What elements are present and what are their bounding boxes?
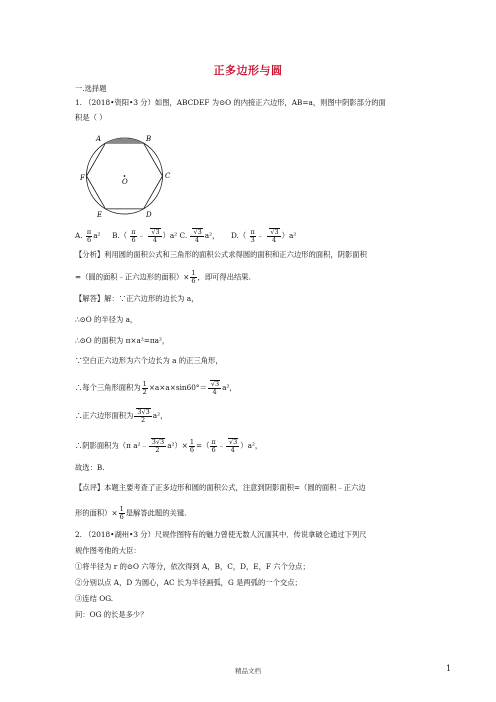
q2-question: 问：OG 的长是多少？	[75, 610, 148, 619]
label-B: B	[146, 135, 152, 143]
footer-label: 精品文档	[235, 667, 261, 675]
solution-line4: ∵空白正六边形为六个边长为 a 的正三角形，	[75, 356, 223, 365]
solution-line5: ∴每个三角形面积为 $\frac{1}{2}$ ×a×a×sin60°＝ $\frac{√3}{4}$ a²，	[75, 379, 237, 396]
option-c[interactable]: C.	[179, 231, 188, 240]
solution-line2: ∴⊙O 的半径为 a，	[75, 315, 138, 324]
q2-step3: ③连结 OG.	[75, 594, 114, 603]
page-title: 正多边形与圆	[213, 64, 283, 77]
solution-line6: ∴正六边形面积为 $\frac{3√3}{2}$ a²，	[75, 408, 168, 424]
q2-step1: ①将半径为 r 的⊙O 六等分，依次得到 A，B，C，D，E，F 六个分点；	[75, 562, 310, 571]
label-A: A	[96, 135, 102, 143]
comment-line1: 【点评】本题主要考查了正多边形和圆的面积公式，注意到阴影面积=（圆的面积﹣正六边	[75, 483, 366, 492]
q2-stem-line1: 2. （2018•湖州•3 分）尺规作图特有的魅力曾使无数人沉湎其中．传说拿破仑通过下列尺	[75, 530, 367, 539]
section-heading: 一.选择题	[75, 84, 107, 93]
solution-line7: ∴阴影面积为（π a²﹣ $\frac{3√3}{2}$ a²）× $\frac{1}{6}$ =（ $\frac{\pi}{6}$ ﹣ $\frac{√3}{4}$ ）a²，	[75, 437, 263, 454]
option-d[interactable]: D.（	[230, 231, 247, 240]
q2-step2: ②分别以点 A，D 为圆心，AC 长为半径画弧，G 是两弧的一个交点；	[75, 578, 302, 587]
solution-choice: 故选：B.	[75, 463, 105, 472]
comment-line2: 形的面积）× $\frac{1}{6}$ 是解答此题的关键.	[75, 505, 187, 521]
q2-stem-line2: 规作图考他的大臣：	[75, 546, 141, 555]
q1-stem-line1: 1. （2018•资阳•3 分）如图，ABCDEF 为⊙O 的内接正六边形，AB=a，则图中阴影部分的面	[75, 98, 386, 107]
frac-pi-6: $\frac{\pi}{6}$	[86, 227, 92, 244]
option-a[interactable]: A.	[75, 231, 83, 240]
hexagon-circle-figure	[80, 130, 180, 222]
solution-line3: ∴⊙O 的面积为 π×a²=πa²，	[75, 336, 170, 345]
solution-head: 【解答】解：∵正六边形的边长为 a，	[75, 294, 199, 303]
label-D: D	[146, 211, 152, 219]
analysis-line2: =（圆的面积﹣正六边形的面积）× $\frac{1}{6}$ ，即可得出结果.	[75, 269, 251, 285]
q1-stem-line2: 积是（ ）	[75, 113, 107, 122]
center-dot	[124, 175, 126, 177]
label-F: F	[80, 174, 85, 182]
option-b[interactable]: B.（	[112, 231, 128, 240]
label-O: O	[122, 178, 128, 186]
q1-options: A. $\frac{\pi}{6}$ a² B.（ $\frac{\pi}{6}$ ﹣ $\frac{√3}{4}$ ）a² C. $\frac{√3}{4}$ a²， D.（ $\frac{\pi}{3}$ ﹣ $\frac{√3}{4}$ ）a²	[75, 227, 297, 244]
page-number: 1	[446, 664, 452, 673]
label-E: E	[97, 211, 103, 219]
label-C: C	[165, 172, 171, 180]
analysis-line1: 【分析】利用圆的面积公式和三角形的面积公式求得圆的面积和正六边形的面积，阴影面积	[75, 250, 367, 259]
